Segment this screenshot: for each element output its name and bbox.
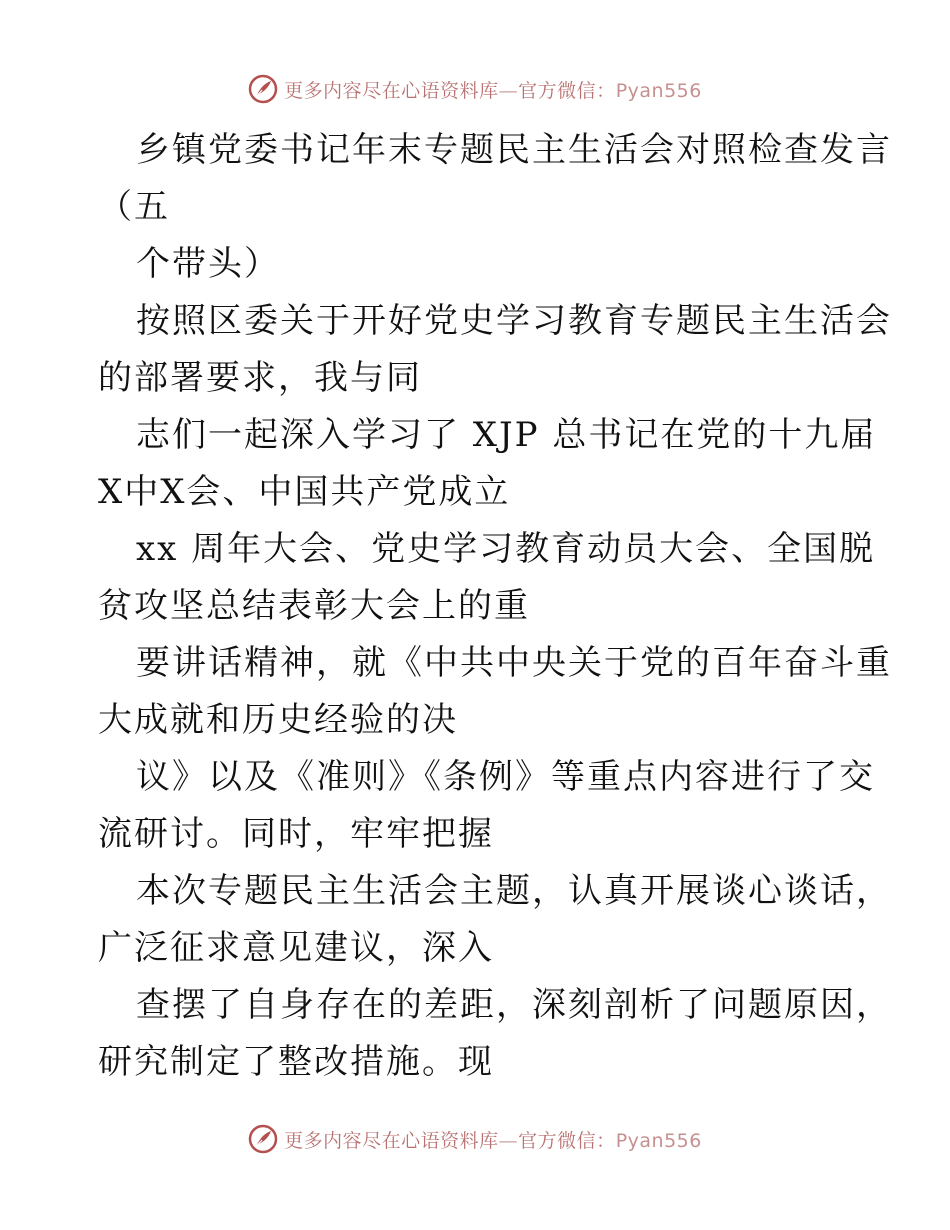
paragraph-line: 的部署要求，我与同 xyxy=(98,358,422,398)
paragraph-line: 研究制定了整改措施。现 xyxy=(98,1042,494,1082)
paragraph-line: X中X会、中国共产党成立 xyxy=(98,472,511,512)
paragraph-line: 议》以及《准则》《条例》等重点内容进行了交 xyxy=(136,757,875,797)
paragraph-line: 查摆了自身存在的差距，深刻剖析了问题原因， xyxy=(136,985,892,1025)
footer-watermark xyxy=(0,1124,950,1154)
paragraph-line: 流研讨。同时，牢牢把握 xyxy=(98,814,494,854)
paragraph-line: 要讲话精神，就《中共中央关于党的百年奋斗重 xyxy=(136,643,892,683)
watermark-contact: Pyan556 xyxy=(615,1129,702,1152)
document-body xyxy=(98,122,892,1091)
watermark-main-text: 更多内容尽在心语资料库 xyxy=(284,1129,499,1152)
quill-logo-icon xyxy=(248,1124,278,1154)
watermark-separator: — xyxy=(498,1129,519,1152)
paragraph-line: 贫攻坚总结表彰大会上的重 xyxy=(98,586,530,626)
title-line-3: 个带头） xyxy=(136,244,280,284)
paragraph-line: 本次专题民主生活会主题，认真开展谈心谈话， xyxy=(136,871,892,911)
watermark-contact: Pyan556 xyxy=(615,79,702,102)
paragraph-line: 广泛征求意见建议，深入 xyxy=(98,928,494,968)
watermark-separator: — xyxy=(498,79,519,102)
title-line-2: （五 xyxy=(98,187,170,227)
paragraph-line: 按照区委关于开好党史学习教育专题民主生活会 xyxy=(136,301,892,341)
paragraph-line: 志们一起深入学习了 XJP 总书记在党的十九届 xyxy=(136,415,877,455)
quill-logo-icon xyxy=(248,74,278,104)
paragraph-line: xx 周年大会、党史学习教育动员大会、全国脱 xyxy=(136,529,876,569)
paragraph-line: 大成就和历史经验的决 xyxy=(98,700,458,740)
title-line-1: 乡镇党委书记年末专题民主生活会对照检查发言 xyxy=(136,130,892,170)
watermark-main-text: 更多内容尽在心语资料库 xyxy=(284,79,499,102)
watermark-label: 官方微信： xyxy=(518,1129,616,1152)
header-watermark xyxy=(0,74,950,104)
watermark-label: 官方微信： xyxy=(518,79,616,102)
